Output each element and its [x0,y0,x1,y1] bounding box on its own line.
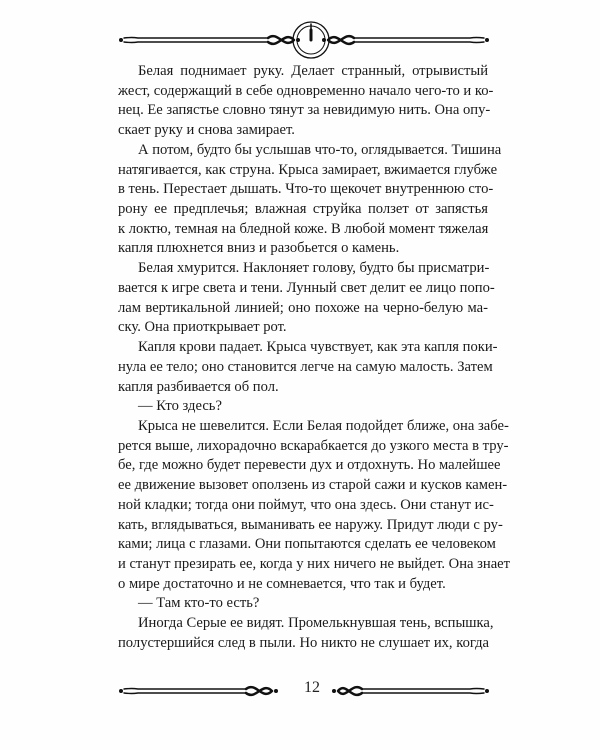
page-number: 12 [304,679,320,696]
text-line: к локтю, темная на бледной коже. В любой момент тяжелая [118,220,489,237]
text-line: кать, вглядываться, выманивать ее наружу. Придут люди с ру- [118,516,503,533]
text-line: ее движение вызовет оползень из старой сажи и кусков камен- [118,477,508,494]
text-line: Белая поднимает руку. Делает странный, отрывистый [138,63,488,79]
text-line: Крыса не шевелится. Если Белая подойдет ближе, она забе- [138,417,509,434]
text-line: рется выше, лихорадочно вскарабкается до узкого места в тру- [118,437,509,454]
text-line: натягивается, как струна. Крыса замирает, вжимается глубже [118,161,498,178]
text-line: ками; лица с глазами. Они попытаются сделать ее человеком [118,536,496,553]
text-line: о мире достаточно и не сомневается, что так и будет. [118,575,446,592]
text-line: бе, где можно будет перевести дух и отдохнуть. Но малейшее [118,457,501,474]
text-line: А потом, будто бы услышав что-то, оглядывается. Тишина [138,141,502,158]
text-line: — Кто здесь? [138,398,222,415]
clock-divider-icon [118,20,490,60]
text-line: рону ее предплечья; влажная струйка ползет от запястья [118,201,488,218]
text-line: Капля крови падает. Крыса чувствует, как эта капля поки- [138,339,498,356]
text-line: лам вертикальной линией; оно похоже на черно-белую ма- [118,299,488,316]
text-line: вается к игре света и тени. Лунный свет делит ее лицо попо- [118,279,495,296]
text-line: скает руку и снова замирает. [118,122,295,139]
text-line: в тень. Перестает дышать. Что-то щекочет внутреннюю сто- [118,181,494,198]
text-line: — Там кто-то есть? [138,595,260,612]
header-ornament-clock [118,20,490,60]
text-line: полустершийся след в пыли. Но никто не слушает их, когда [118,634,490,651]
text-line: капля разбивается об пол. [118,378,279,395]
text-line: жест, содержащий в себе одновременно начало чего-то и ко- [118,82,494,99]
text-line: нец. Ее запястье словно тянут за невидимую нить. Она опу- [118,102,491,119]
body-text [118,62,511,654]
text-line: нула ее тело; оно становится легче на самую малость. Затем [118,358,493,375]
text-line: ной кладки; тогда они поймут, что она здесь. Они станут ис- [118,496,494,513]
text-line: Иногда Серые ее видят. Промелькнувшая тень, вспышка, [138,615,494,632]
text-line: ску. Она приоткрывает рот. [118,319,287,336]
text-line: капля плюхнется вниз и разобьется о камень. [118,240,400,257]
text-line: Белая хмурится. Наклоняет голову, будто бы присматри- [138,260,490,277]
text-line: и станут презирать ее, когда у них ничего не выйдет. Она знает [118,555,511,572]
